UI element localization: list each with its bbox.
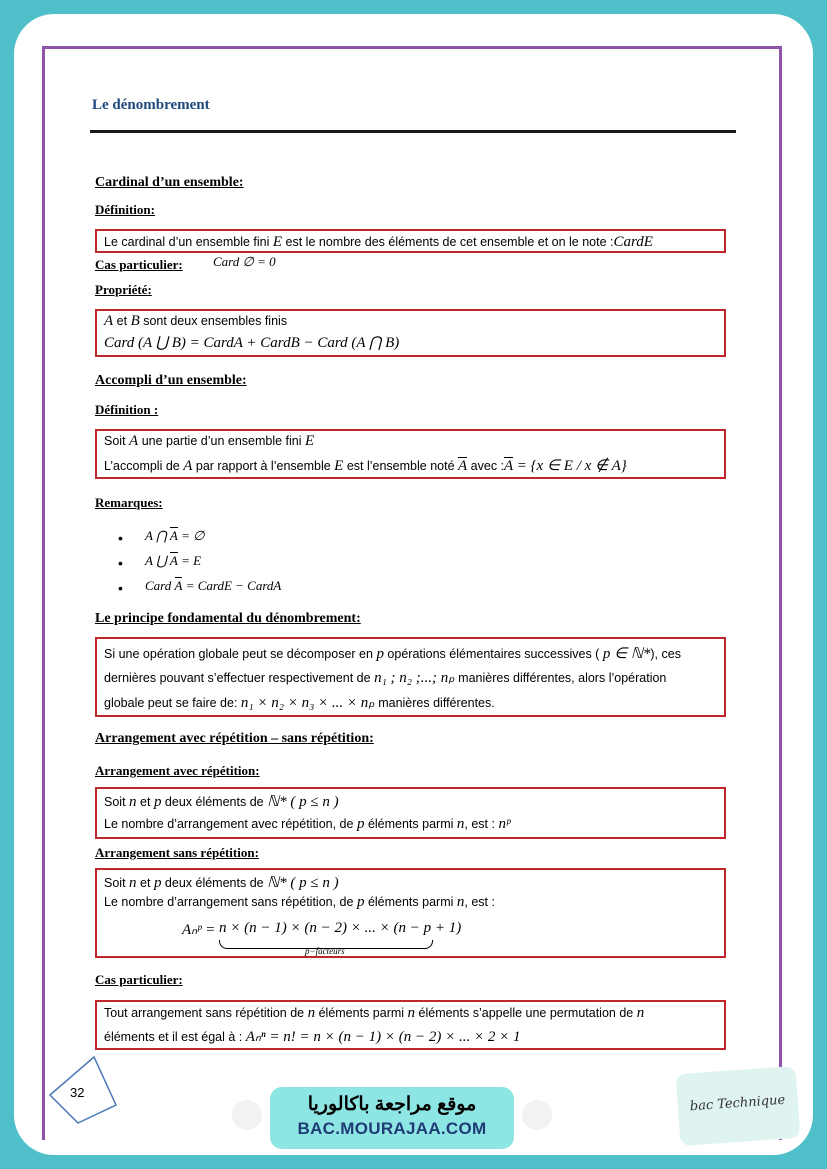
math-var: n xyxy=(407,1005,416,1021)
text: Le nombre d’arrangement avec répétition, de xyxy=(104,817,354,831)
text: globale peut se faire de: xyxy=(104,696,238,710)
text: deux éléments de xyxy=(164,795,264,809)
math-complement: A xyxy=(504,458,514,474)
text: Soit xyxy=(104,876,126,890)
avec-line2 xyxy=(104,816,510,833)
math-var: A xyxy=(183,458,193,474)
formula-card-empty: Card ∅ = 0 xyxy=(213,254,276,269)
text: est l’ensemble noté xyxy=(346,459,455,473)
box-arrangement-avec xyxy=(95,787,726,839)
heading-cardinal: Cardinal d’un ensemble: xyxy=(95,175,244,190)
logo-icon xyxy=(232,1100,262,1130)
math-permutation: Aₙⁿ = n! = n × (n − 1) × (n − 2) × ... × 2 × 1 xyxy=(245,1029,521,1045)
text: , est : xyxy=(464,817,495,831)
sans-line1 xyxy=(104,873,339,892)
math-set: p ∈ ℕ* xyxy=(602,646,651,662)
math-var: p xyxy=(376,646,384,662)
definition-cardinal-text xyxy=(104,234,653,251)
math-var: n xyxy=(307,1005,316,1021)
principe-line3 xyxy=(104,693,495,712)
math-set: ℕ* ( p ≤ n ) xyxy=(267,794,339,810)
math-var: A xyxy=(104,313,114,329)
label-remarques: Remarques: xyxy=(95,495,163,510)
label-definition-accompli: Définition : xyxy=(95,402,159,417)
math-var: n xyxy=(456,894,465,910)
formula-arrangement-rhs: n × (n − 1) × (n − 2) × ... × (n − p + 1) xyxy=(219,920,462,936)
formula-card-union: Card (A ⋃ B) = CardA + CardB − Card (A ⋂ B) xyxy=(104,335,400,351)
text: Soit xyxy=(104,434,126,448)
heading-arrangement: Arrangement avec répétition – sans répétition: xyxy=(95,731,374,746)
bullet-icon: • xyxy=(118,580,123,596)
box-definition-accompli xyxy=(95,429,726,479)
text: L’accompli de xyxy=(104,459,180,473)
math-set: = {x ∈ E / x ∉ A} xyxy=(516,458,627,474)
label-propriete: Propriété: xyxy=(95,282,152,297)
avec-line1 xyxy=(104,792,339,811)
principe-line2 xyxy=(104,668,666,687)
math-product: n₁ × n₂ × n₃ × ... × nₚ xyxy=(240,695,375,711)
text: Le nombre d’arrangement sans répétition, de xyxy=(104,895,354,909)
title-rule xyxy=(90,130,736,133)
label-cas-particulier-permutation: Cas particulier: xyxy=(95,972,183,987)
text: par rapport à l’ensemble xyxy=(195,459,331,473)
text: et xyxy=(116,314,128,328)
math-notation: CardE xyxy=(613,234,653,250)
logo-icon xyxy=(522,1100,552,1130)
box-propriete xyxy=(95,309,726,357)
math-var: n xyxy=(129,875,137,891)
math-var: E xyxy=(334,458,344,474)
brand-url[interactable]: BAC.MOURAJAA.COM xyxy=(297,1119,487,1138)
text: manières différentes. xyxy=(378,696,495,710)
box-definition-cardinal xyxy=(95,229,726,253)
accompli-line2 xyxy=(104,456,627,475)
math-var: p xyxy=(153,875,162,891)
text: opérations élémentaires successives ( xyxy=(387,647,600,661)
text: avec : xyxy=(470,459,505,473)
math-var: n xyxy=(636,1005,645,1021)
text: deux éléments de xyxy=(164,876,264,890)
formula-underbrace-label: p−facteurs xyxy=(305,946,345,956)
remark-3: Card A = CardE − CardA xyxy=(145,578,282,593)
bac-technique-text: bac Technique xyxy=(689,1092,786,1115)
math-var: p xyxy=(356,816,365,832)
sans-line2 xyxy=(104,894,495,911)
text: éléments parmi xyxy=(367,895,454,909)
propriete-line1 xyxy=(104,313,287,330)
text: et xyxy=(140,876,151,890)
math-var: p xyxy=(153,794,162,810)
bac-technique-badge xyxy=(676,1066,801,1146)
text: éléments et il est égal à : xyxy=(104,1030,243,1044)
box-permutation xyxy=(95,1000,726,1050)
brand-banner[interactable] xyxy=(270,1087,514,1149)
text: , est : xyxy=(464,895,495,909)
math-list: n₁ ; n₂ ;...; nₚ xyxy=(374,670,455,686)
accompli-line1 xyxy=(104,433,314,450)
permutation-line1 xyxy=(104,1005,644,1022)
text: Soit xyxy=(104,795,126,809)
text: éléments parmi xyxy=(367,817,454,831)
text: Si une opération globale peut se décomposer en xyxy=(104,647,373,661)
remark-2: A ⋃ A = E xyxy=(145,553,202,568)
math-var: p xyxy=(356,894,365,910)
page-title: Le dénombrement xyxy=(92,97,210,113)
text: et xyxy=(140,795,151,809)
label-arrangement-sans: Arrangement sans répétition: xyxy=(95,845,259,860)
math-power: nᵖ xyxy=(498,816,511,832)
text: sont deux ensembles finis xyxy=(143,314,288,328)
permutation-line2 xyxy=(104,1027,520,1046)
remark-1: A ⋂ A = ∅ xyxy=(145,528,205,543)
heading-accompli: Accompli d’un ensemble: xyxy=(95,373,247,388)
label-definition-cardinal: Définition: xyxy=(95,202,155,217)
label-arrangement-avec: Arrangement avec répétition: xyxy=(95,763,260,778)
text: dernières pouvant s’effectuer respectivement de xyxy=(104,671,371,685)
text: Tout arrangement sans répétition de xyxy=(104,1006,305,1020)
brand-arabic: موقع مراجعة باكالوريا xyxy=(307,1094,477,1115)
heading-principe: Le principe fondamental du dénombrement: xyxy=(95,611,361,626)
text: ), ces xyxy=(650,647,681,661)
formula-arrangement-lhs: Aₙᵖ = xyxy=(182,922,216,938)
math-var: E xyxy=(272,234,283,250)
bullet-icon: • xyxy=(118,530,123,546)
text: éléments parmi xyxy=(318,1006,405,1020)
math-var: B xyxy=(130,313,140,329)
text: éléments s’appelle une permutation de xyxy=(418,1006,634,1020)
text: Le cardinal d’un ensemble fini xyxy=(104,235,270,249)
text: manières différentes, alors l’opération xyxy=(458,671,667,685)
math-var: n xyxy=(456,816,465,832)
bullet-icon: • xyxy=(118,555,123,571)
text: une partie d’un ensemble fini xyxy=(141,434,302,448)
math-set: ℕ* ( p ≤ n ) xyxy=(267,875,339,891)
math-var: E xyxy=(305,433,315,449)
math-var: n xyxy=(129,794,137,810)
principe-line1 xyxy=(104,644,681,663)
math-complement: A xyxy=(458,458,468,474)
box-principe xyxy=(95,637,726,717)
box-arrangement-sans xyxy=(95,868,726,958)
label-cas-particulier: Cas particulier: xyxy=(95,257,183,272)
text: est le nombre des éléments de cet ensemble et on le note : xyxy=(285,235,614,249)
page-number: 32 xyxy=(70,1085,85,1100)
math-var: A xyxy=(129,433,139,449)
